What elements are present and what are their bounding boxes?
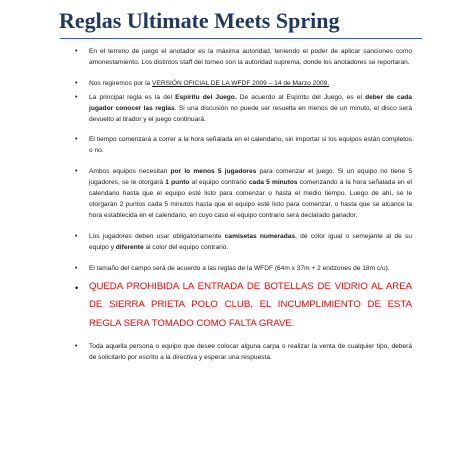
glass-bottle-warning: QUEDA PROHIBIDA LA ENTRADA DE BOTELLAS DE VIDRIO AL AREA DE SIERRA PRIETA POLO CLUB, EL INCUMPLIMIENTO DE ESTA REGLA SERA TOMADO COMO FALTA GRAVE. [89,280,412,329]
rule-text: al color del equipo contrario. [143,243,229,251]
page-title: Reglas Ultimate Meets Spring [59,8,340,33]
bullet-icon: • [75,168,78,176]
bullet-icon: • [75,93,78,101]
bullet-icon: • [75,282,79,293]
bullet-icon: • [75,136,78,144]
rules-list [60,47,421,364]
rule-item-6 [75,232,412,254]
bullet-icon: • [75,48,78,55]
bullet-icon: • [75,343,78,351]
rule-item-3 [75,93,412,126]
title-divider [60,38,422,39]
rule-emphasis: Espíritu del Juego. [175,93,237,101]
rule-text: De acuerdo al Espíritu del Juego, es el [236,93,366,101]
rule-text: Nos regiremos por la [89,79,153,87]
rule-text: El tiempo comenzará a correr a la hora señalada en el calendario, sin importar si los equipos están completos o no. [89,136,412,155]
rule-item-2 [75,79,412,90]
rule-item-warning [75,278,412,334]
rule-text: comenzando a la hora señalada en el calendario hasta que el equipo esté listo para comenzar o hasta el medio tiempo. Luego de ahí, se le otorgarán 2 puntos cada 5 minutos hasta que el equipo esté listo para comenzar, o hasta que se alcance la hora establecida en el calendario, en cuyo caso el equipo contrario será declarado ganador. [89,179,413,219]
rule-text: En el terreno de juego el anotador es la máxima autoridad, teniendo el poder de aplicar sanciones como amonestamiento. Los distintos staff del torneo son la autoridad suprema, donde los anotadores se reportaran. [89,48,412,66]
rule-item-1 [75,47,412,69]
rule-text: Ambos equipos necesitan [89,168,171,176]
rule-text: al equipo contrario [189,179,249,187]
rule-emphasis: por lo menos 5 jugadores [170,168,257,176]
rule-emphasis: deber de cada jugador conocer las reglas [89,93,412,112]
rule-item-5 [75,167,413,222]
rule-emphasis: cada 5 minutos [248,179,298,187]
bullet-icon: • [75,79,78,87]
bullet-icon: • [75,232,78,240]
rule-text: El tamaño del campo será de acuerdo a las reglas de la WFDF (64m x 37m + 2 endzones de 18m c/u). [89,264,390,272]
bullet-icon: • [75,264,78,272]
wfdf-version-link[interactable]: VERSIÓN OFICIAL DE LA WFDF 2009 – 14 de Marzo 2009. [152,79,330,87]
rule-text: Los jugadores deben usar obligatoriamente [89,232,225,240]
rule-emphasis: camisetas numeradas [224,232,296,240]
rule-emphasis: 1 punto [165,179,190,187]
rule-emphasis: diferente [115,243,144,251]
rule-text: Toda aquella persona o equipo que desee colocar alguna carpa o realizar la venta de cualquier tipo, deberá de solicitarlo por escrito a la directiva y esperar una respuesta. [89,343,412,362]
rule-text: . Si una discusión no puede ser resuelta en menos de un minuto, el disco será devuelto al tirador y el juego continuará. [89,104,412,123]
rule-text: , de color igual o semejante al de su equipo y [89,232,412,251]
rule-item-9 [75,342,412,364]
rule-item-4 [75,135,412,157]
rule-text: La principal regla es la del [89,93,176,101]
rule-text: para comenzar el juego. Si un equipo no tiene 5 jugadores, se le otorgará [89,168,412,187]
rule-item-7 [75,264,412,275]
